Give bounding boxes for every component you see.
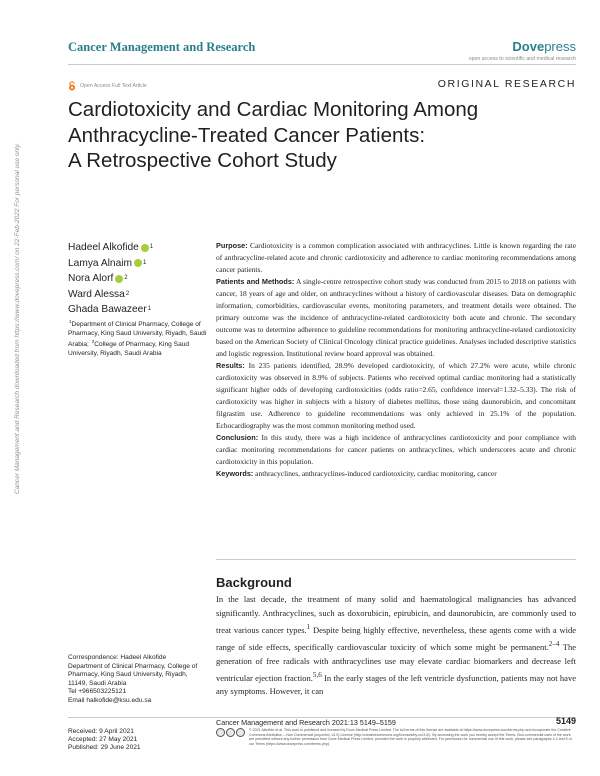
open-access-badge [68, 81, 147, 91]
affiliation-ref: 2 [124, 275, 128, 281]
author-list [68, 240, 153, 318]
correspondence-email[interactable]: Email halkofide@ksu.edu.sa [68, 696, 152, 704]
abstract-purpose [216, 240, 576, 276]
citation-ref[interactable]: 5,6 [312, 670, 322, 679]
orcid-icon[interactable] [141, 244, 149, 252]
open-access-icon [68, 81, 76, 91]
abstract-text: In 235 patients identified, 28.9% developed cardiotoxicity, of which 27.2% were acute, while chronic cardiotoxicity was observed in 8.9% of subjects. Patients who received optimal cardiac monitoring had a statistically significant higher odds of developing cardiotoxicities (odds ratio=2.65, confidence interval=1.32–5.33). The risk of cardiotoxicity was higher in subjects with a history of diabetes mellitus, those using daunorubicin, and concomitant filgrastim use. Adherence to guideline recommendations was only achieved in 25.1% of the population. Echocardiography was the most common monitoring method used. [216, 361, 576, 430]
affiliation-ref: 2 [125, 290, 130, 297]
background-text [216, 592, 576, 698]
abstract-text: Cardiotoxicity is a common complication associated with anthracyclines. Little is known regarding the rate of anthracycline-related acute and chronic cardiotoxicity and adherence to cardiac monitoring recommendations among cancer patients. [216, 241, 576, 274]
correspondence-author: Correspondence: Hadeel Alkofide [68, 654, 167, 661]
accepted-date: Accepted: 27 May 2021 [68, 736, 138, 744]
affiliation-ref: 1 [147, 306, 152, 312]
abstract-divider [216, 559, 576, 560]
body-text: In the early stages of the left ventricle dysfunction, patients may not have any symptoms. However, it can [216, 672, 576, 697]
abstract-text: In this study, there was a high incidence of anthracyclines cardiotoxicity and poor compliance with cardiac monitoring recommendations for cancer patients on anthracyclines, which underscores acute and chronic cardiotoxicity in this population. [216, 433, 576, 466]
author [68, 240, 153, 256]
abstract-text: A single-centre retrospective cohort study was conducted from 2015 to 2018 on patients with cancer, 18 years of age and older, on anthracyclines without a history of cardiovascular diseases. Data on demographic information, comorbidities, cardiovascular events, monitoring parameters, and treatment details were obtained. The primary outcome was the incidence of anthracycline-related cardiotoxicity both acute and chronic. The secondary outcome was to determine adherence to guideline recommendations for monitoring anthracycline-related cardiotoxicity based on the American Society of Clinical Oncology clinical practice guidelines. Analyses included descriptive statistics and logistic regression. Institutional review board approval was obtained. [216, 277, 577, 358]
abstract-label: Patients and Methods: [216, 277, 295, 286]
affiliation-text: Department of Clinical Pharmacy, College of Pharmacy, King Saud University, Riyadh, Saudi Arabia; [68, 321, 207, 349]
orcid-icon[interactable] [115, 275, 123, 283]
affiliation-number: 1 [69, 319, 72, 324]
abstract-conclusion [216, 432, 576, 468]
abstract-label: Purpose: [216, 241, 248, 250]
abstract [216, 240, 576, 480]
body-text: The generation of free radicals with anthracyclines use may elevate cardiac biomarkers and decrease left ventricular ejection fraction. [216, 641, 576, 683]
citation-ref[interactable]: 1 [306, 623, 311, 631]
abstract-label: Results: [216, 361, 245, 370]
author-name: Hadeel Alkofide [68, 242, 139, 253]
author-name: Ward Alessa [68, 288, 125, 300]
received-date: Received: 9 April 2021 [68, 728, 134, 735]
abstract-methods [216, 276, 576, 360]
creative-commons-icon [216, 728, 245, 746]
download-watermark [6, 142, 40, 494]
correspondence [68, 654, 208, 706]
affiliations [68, 318, 208, 359]
abstract-label: Conclusion: [216, 433, 259, 442]
title-line: Anthracycline-Treated Cancer Patients: [68, 123, 426, 147]
journal-name: Cancer Management and Research [68, 40, 256, 54]
license-block [216, 728, 576, 746]
article-dates [68, 728, 141, 753]
watermark-text: Cancer Management and Research downloaded from https://www.dovepress.com/ on 22-Feb-2022 For personal use only. [14, 142, 21, 494]
abstract-label: Keywords: [216, 469, 254, 478]
journal-citation: Cancer Management and Research 2021:13 5149–5159 [216, 718, 396, 727]
affiliation-ref: 1 [149, 244, 154, 250]
author-name: Ghada Bawazeer [68, 304, 147, 315]
article-type: ORIGINAL RESEARCH [437, 78, 576, 90]
correspondence-tel: Tel +966503225121 [68, 688, 127, 696]
publisher-name-rest: press [544, 39, 576, 54]
title-line: A Retrospective Cohort Study [68, 149, 337, 172]
publisher-tagline: open access to scientific and medical research [468, 56, 576, 62]
affiliation-ref: 1 [143, 259, 147, 266]
section-heading: Background [216, 575, 292, 590]
license-text: © 2021 Alkofide et al. This work is published and licensed by Dove Medical Press Limited. The full terms of this license are available at https://www.dovepress.com/terms.php and incorporate the Creative Commons Attribution – Non Commercial (unported, v3.0) License (http://creativecommons.org/licenses/by-nc/3.0/). By accessing the work you hereby accept the Terms. Non-commercial uses of the work are permitted without any further permission from Dove Medical Press Limited, provided the work is properly attributed. For permission for commercial use of this work, please see paragraphs 4.2 and 5 of our Terms (https://www.dovepress.com/terms.php). [249, 728, 572, 746]
affiliation-text: College of Pharmacy, King Saud University, Riyadh, Saudi Arabia [68, 341, 190, 358]
author [68, 271, 153, 287]
published-date: Published: 29 June 2021 [68, 744, 141, 752]
body-text: Despite being highly effective, nevertheless, these agents come with a wide range of side effects, specifically cardiovascular toxicity of which some might be permanent. [216, 624, 576, 652]
affiliation-number: 2 [91, 339, 95, 345]
author [68, 256, 153, 272]
title-line: Cardiotoxicity and Cardiac Monitoring Among [68, 98, 479, 121]
body-text: In the last decade, the treatment of many solid and haematological malignancies has advanced significantly. Anthracyclines, such as doxorubicin, epirubicin, and daunorubicin, are commonly used to treat various cancer types. [216, 594, 576, 635]
abstract-keywords [216, 468, 576, 480]
author [68, 302, 153, 318]
publisher-name-bold: Dove [512, 39, 545, 54]
article-title [68, 97, 568, 174]
author-name: Nora Alorf [68, 273, 114, 284]
page-number: 5149 [555, 716, 576, 726]
author-name: Lamya Alnaim [68, 257, 132, 269]
citation-ref[interactable]: 2–4 [548, 639, 560, 648]
publisher-logo [512, 39, 576, 54]
correspondence-address: Department of Clinical Pharmacy, College of Pharmacy, King Saud University, Riyadh, 11149, Saudi Arabia [68, 662, 198, 687]
abstract-results [216, 360, 576, 432]
header-divider [68, 64, 576, 65]
open-access-label: Open Access Full Text Article [80, 83, 147, 89]
abstract-text: anthracyclines, anthracyclines-induced cardiotoxicity, cardiac monitoring, cancer [255, 469, 497, 478]
author [68, 287, 153, 303]
orcid-icon[interactable] [134, 259, 142, 267]
